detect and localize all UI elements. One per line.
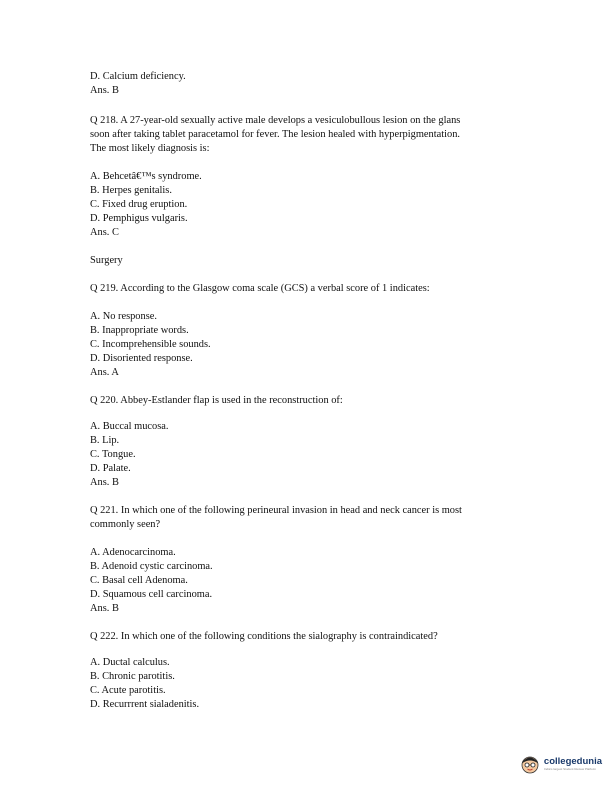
answer-line: Ans. C bbox=[90, 227, 119, 238]
option-line: A. Behcetâ€™s syndrome. bbox=[90, 171, 202, 182]
option-line: A. Buccal mucosa. bbox=[90, 421, 169, 432]
option-line: D. Squamous cell carcinoma. bbox=[90, 589, 213, 600]
question-text: Q 218. A 27-year-old sexually active male develops a vesiculobullous lesion on the glans bbox=[90, 115, 461, 126]
section-heading: Surgery bbox=[90, 255, 123, 266]
answer-line: Ans. B bbox=[90, 85, 119, 96]
option-line: D. Disoriented response. bbox=[90, 353, 193, 364]
option-line: B. Inappropriate words. bbox=[90, 325, 189, 336]
question-text: Q 222. In which one of the following conditions the sialography is contraindicated? bbox=[90, 631, 438, 642]
option-line: A. Adenocarcinoma. bbox=[90, 547, 176, 558]
logo-name: collegedunia bbox=[543, 756, 602, 767]
text-line: D. Calcium deficiency. bbox=[90, 71, 186, 82]
question-text: soon after taking tablet paracetamol for fever. The lesion healed with hyperpigmentation. bbox=[90, 129, 460, 140]
question-text: Q 219. According to the Glasgow coma scale (GCS) a verbal score of 1 indicates: bbox=[90, 283, 430, 294]
option-line: B. Adenoid cystic carcinoma. bbox=[90, 561, 213, 572]
option-line: D. Pemphigus vulgaris. bbox=[90, 213, 188, 224]
option-line: D. Palate. bbox=[90, 463, 131, 474]
mascot-icon bbox=[520, 754, 540, 774]
option-line: B. Herpes genitalis. bbox=[90, 185, 172, 196]
option-line: D. Recurrrent sialadenitis. bbox=[90, 699, 200, 710]
option-line: C. Acute parotitis. bbox=[90, 685, 166, 696]
question-text: The most likely diagnosis is: bbox=[90, 143, 210, 154]
option-line: C. Incomprehensible sounds. bbox=[90, 339, 211, 350]
option-line: B. Chronic parotitis. bbox=[90, 671, 175, 682]
question-text: Q 220. Abbey-Estlander flap is used in the reconstruction of: bbox=[90, 395, 343, 406]
option-line: A. Ductal calculus. bbox=[90, 657, 170, 668]
logo-tagline: India's largest Student Review Platform bbox=[543, 767, 597, 771]
option-line: C. Basal cell Adenoma. bbox=[90, 575, 188, 586]
answer-line: Ans. B bbox=[90, 603, 119, 614]
option-line: C. Tongue. bbox=[90, 449, 136, 460]
answer-line: Ans. A bbox=[90, 367, 119, 378]
option-line: A. No response. bbox=[90, 311, 157, 322]
collegedunia-logo[interactable] bbox=[520, 754, 602, 774]
option-line: B. Lip. bbox=[90, 435, 120, 446]
answer-line: Ans. B bbox=[90, 477, 119, 488]
question-text: Q 221. In which one of the following perineural invasion in head and neck cancer is most bbox=[90, 505, 462, 516]
question-text: commonly seen? bbox=[90, 519, 161, 530]
option-line: C. Fixed drug eruption. bbox=[90, 199, 188, 210]
